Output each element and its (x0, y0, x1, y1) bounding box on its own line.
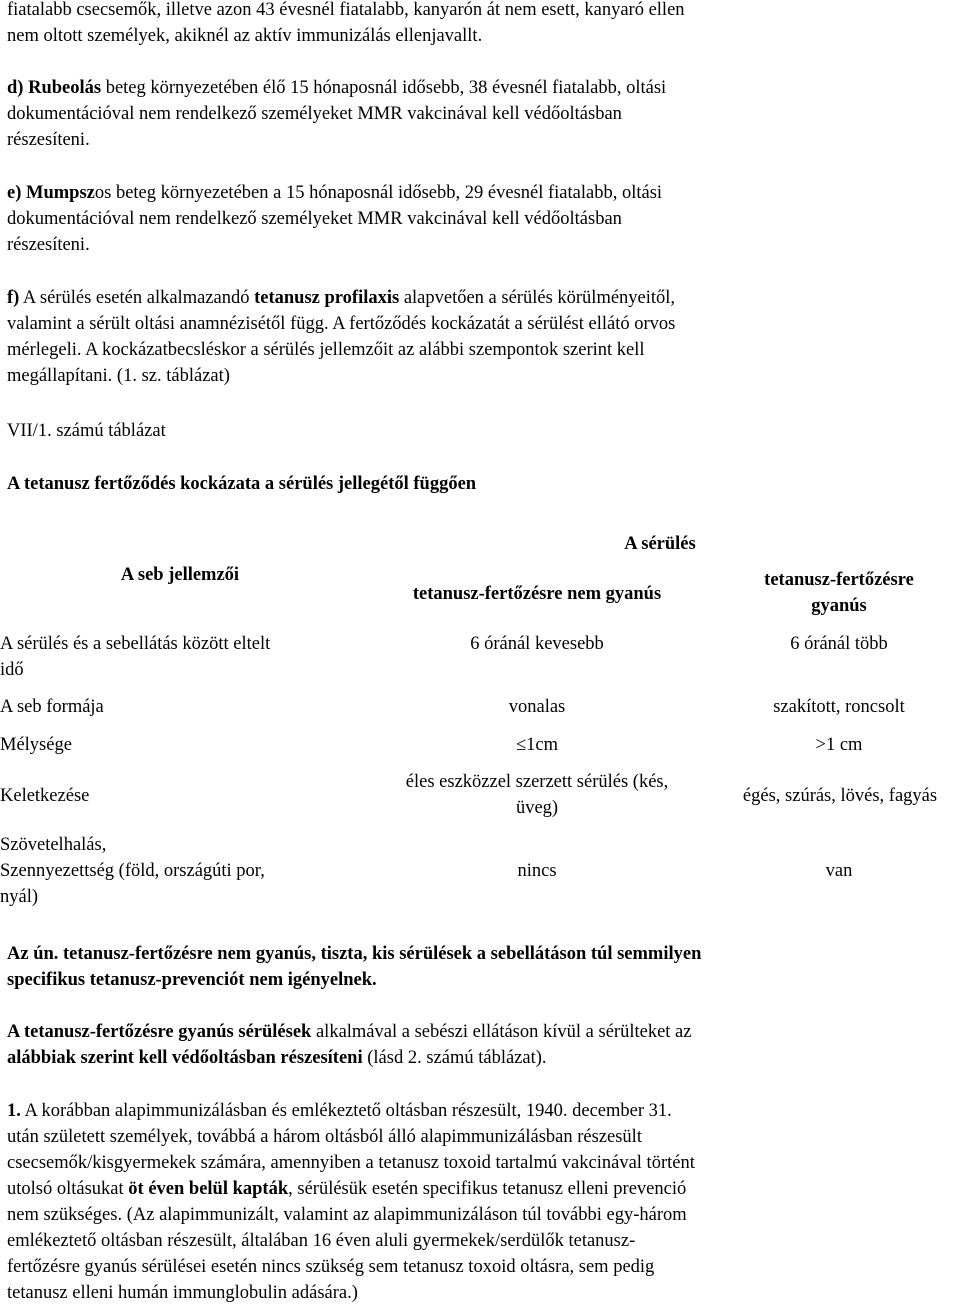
paragraph-label: d) (7, 78, 24, 98)
paragraph-f-line3: mérlegeli. A kockázatbecsléskor a sérülés jellemzőit az alábbi szempontok szerint kell (7, 340, 645, 360)
paragraph-d-line2: dokumentációval nem rendelkező személyeket MMR vakcinával kell védőoltásban (7, 104, 622, 124)
table-header-feature: A seb jellemzői (120, 565, 240, 585)
paragraph-f-line2: valamint a sérült oltási anamnézisétől függ. A fertőződés kockázatát a sérülést ellátó orvos (7, 314, 676, 334)
table-row-label: Mélysége (0, 735, 72, 755)
list-number: 1. (7, 1101, 21, 1121)
table-cell: ≤1cm (515, 735, 558, 755)
table-cell: 6 óránál kevesebb (470, 634, 604, 654)
table-header-group: A sérülés (624, 534, 696, 554)
table-cell: szakított, roncsolt (773, 697, 905, 717)
paragraph-e-line3: részesíteni. (7, 235, 90, 255)
table-cell: égés, szúrás, lövés, fagyás (742, 786, 938, 806)
paragraph-d (7, 75, 955, 153)
table-cell: van (825, 861, 853, 881)
paragraph-f-line4: megállapítani. (1. sz. táblázat) (7, 366, 230, 386)
paragraph-e-line1: e) Mumpszos beteg környezetében a 15 hónaposnál idősebb, 29 évesnél fiatalabb, oltási (7, 183, 663, 203)
intro-paragraph (7, 0, 955, 49)
paragraph-f (7, 285, 955, 389)
table-cell: >1 cm (815, 735, 863, 755)
table-number: VII/1. számú táblázat (7, 421, 166, 441)
paragraph-d-line3: részesíteni. (7, 130, 90, 150)
table-cell: éles eszközzel szerzett sérülés (kés, üveg) (405, 772, 669, 818)
intro-line: nem oltott személyek, akiknél az aktív immunizálás ellenjavallt. (7, 26, 483, 46)
paragraph-d-line1: d) Rubeolás beteg környezetében élő 15 hónaposnál idősebb, 38 évesnél fiatalabb, oltási (7, 78, 667, 98)
intro-line: fiatalabb csecsemők, illetve azon 43 évesnél fiatalabb, kanyarón át nem esett, kanyaró ellen (7, 0, 685, 20)
table-header-not-suspect: tetanusz-fertőzésre nem gyanús (412, 584, 662, 604)
bold-term: tetanusz profilaxis (254, 288, 400, 308)
paragraph-e-line2: dokumentációval nem rendelkező személyeket MMR vakcinával kell védőoltásban (7, 209, 622, 229)
table-row-label: Szövetelhalás, Szennyezettség (föld, országúti por, nyál) (0, 835, 265, 907)
table-title: A tetanusz fertőződés kockázata a sérülés jellegétől függően (7, 474, 477, 494)
paragraph-e (7, 180, 955, 258)
table-row-label: Keletkezése (0, 786, 90, 806)
paragraph-label: e) (7, 183, 22, 203)
table-cell: 6 óránál több (790, 634, 888, 654)
table-header-suspect: tetanusz-fertőzésre gyanús (764, 570, 914, 616)
disease-name: Mumpsz (26, 183, 95, 203)
table-cell: vonalas (508, 697, 566, 717)
table-row-label: A seb formája (0, 697, 104, 717)
disease-name: Rubeolás (28, 78, 102, 98)
note-suspect: A tetanusz-fertőzésre gyanús sérülések alkalmával a sebészi ellátáson kívül a sérülteket az alábbiak szerint kell védőoltásban részesíteni (lásd 2. számú táblázat). (7, 1022, 692, 1068)
note-not-suspect: Az ún. tetanusz-fertőzésre nem gyanús, tiszta, kis sérülések a sebellátáson túl semmilyen specifikus tetanusz-prevenciót nem igényelnek. (7, 944, 702, 990)
table-cell: nincs (517, 861, 557, 881)
list-item-1: 1. A korábban alapimmunizálásban és emlékeztető oltásban részesült, 1940. december 31. után született személyek, továbbá a három oltásból álló alapimmunizálásban részesült csecsemők/kisgyermekek számára, amennyiben a tetanusz toxoid tartalmú vakcinával történt utolsó oltásukat öt éven belül kapták, sérülésük esetén specifikus tetanusz elleni prevenció nem szükséges. (Az alapimmunizált, valamint az alapimmunizáláson túl további egy-három emlékeztető oltásban részesült, általában 16 éven aluli gyermekek/serdülők tetanusz- fertőzésre gyanús sérülései esetén nincs szükség sem tetanusz toxoid oltásra, sem pedig tetanusz elleni humán immunglobulin adására.) (7, 1101, 695, 1303)
table-row-label: A sérülés és a sebellátás között eltelt idő (0, 634, 271, 680)
paragraph-label: f) (7, 288, 20, 308)
paragraph-f-line1: f) A sérülés esetén alkalmazandó tetanusz profilaxis alapvetően a sérülés körülményeitől, (7, 288, 676, 308)
